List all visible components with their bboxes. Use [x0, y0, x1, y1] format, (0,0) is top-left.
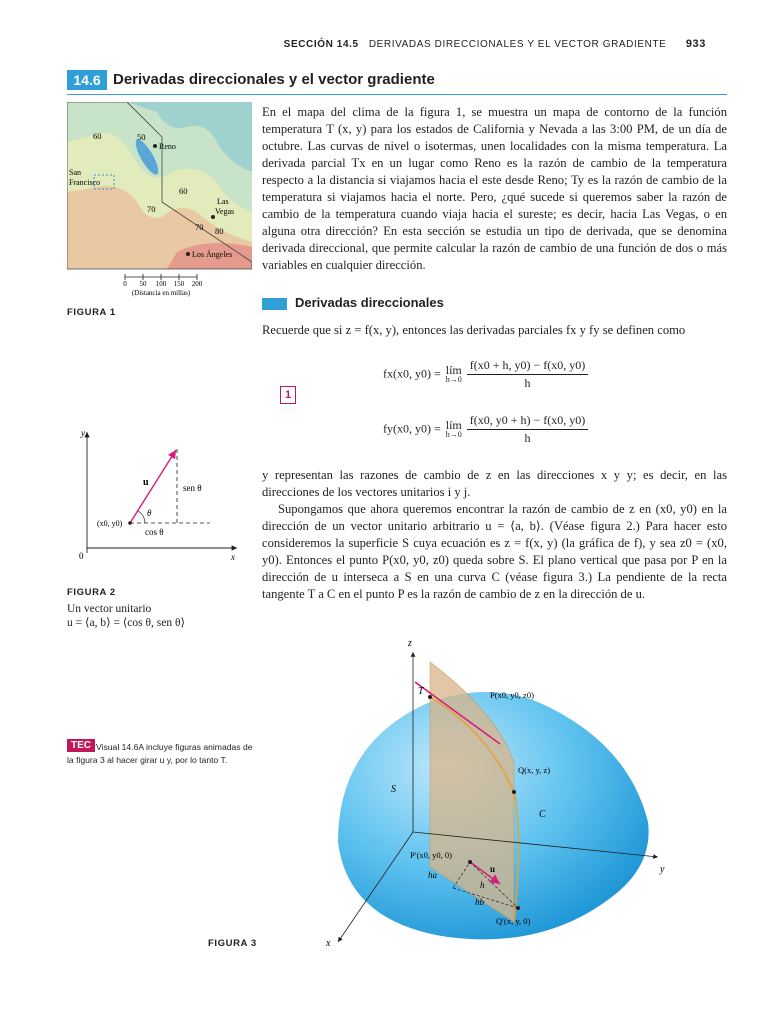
- figure3-label: FIGURA 3: [208, 938, 257, 949]
- angle-label: θ: [147, 508, 152, 518]
- tec-note: Visual 14.6A incluye figuras animadas de la figura 3 al hacer girar u y, por lo tanto T.: [67, 742, 253, 765]
- place-los-angeles: Los Ángeles: [192, 250, 233, 259]
- point-label: (x0, y0): [97, 519, 123, 528]
- ha-label: ha: [428, 870, 437, 880]
- contour-label: 60: [179, 186, 188, 196]
- los-angeles-dot: [186, 252, 190, 256]
- scale-tick: 0: [123, 280, 127, 288]
- recall-paragraph: Recuerde que si z = f(x, y), entonces las derivadas parciales fx y fy se definen como: [262, 323, 686, 337]
- svg-text:San: San: [69, 168, 81, 177]
- contour-label: 80: [215, 226, 224, 236]
- place-reno: Reno: [159, 142, 176, 151]
- point-P-prime-label: P′(x0, y0, 0): [410, 850, 452, 860]
- section-title: Derivadas direccionales y el vector gradiente: [113, 71, 435, 88]
- scale-tick: 50: [139, 280, 147, 288]
- figure2-caption: Un vector unitario u = ⟨a, b⟩ = ⟨cos θ, sen θ⟩: [67, 603, 185, 629]
- fy-fraction: $\frac{f(x0, y0 + h) - f(x0, y0)}{h}$: [467, 413, 589, 446]
- cos-label: cos θ: [145, 527, 164, 537]
- surface-label: S: [391, 784, 396, 795]
- point-Q-prime: [516, 906, 520, 910]
- h-label: h: [480, 880, 485, 890]
- tangent-label: T: [418, 686, 424, 697]
- scale-caption: (Distancia en millas): [131, 289, 191, 297]
- equation-fy: [383, 413, 588, 446]
- vector-label: u: [143, 477, 149, 488]
- base-point: [128, 521, 132, 525]
- z-axis-label: z: [408, 638, 412, 649]
- lim-operator: lím h→0: [445, 417, 462, 439]
- figure2-diagram: [67, 428, 247, 568]
- contour-label: 60: [93, 131, 102, 141]
- tec-badge: TEC: [67, 739, 95, 752]
- svg-text:Francisco: Francisco: [69, 178, 101, 187]
- figure1-label: FIGURA 1: [67, 307, 116, 318]
- subsection-marker: [262, 298, 287, 310]
- scale-tick: 150: [173, 280, 185, 288]
- y-axis-label: y: [81, 428, 85, 438]
- sin-label: sen θ: [183, 483, 202, 493]
- figure3-diagram: [318, 632, 698, 952]
- subsection-title: Derivadas direccionales: [295, 295, 444, 310]
- contour-label: 70: [195, 222, 204, 232]
- y-axis-label: y: [660, 864, 665, 875]
- lim-operator: lím h→0: [445, 362, 462, 384]
- vector-u-label: u: [490, 864, 496, 874]
- x-axis-label: x: [231, 552, 235, 562]
- point-Q-prime-label: Q′(x, y, 0): [496, 916, 531, 926]
- origin-label: 0: [79, 551, 84, 561]
- angle-arc: [138, 511, 145, 523]
- reno-dot: [153, 144, 157, 148]
- point-P-prime: [468, 860, 472, 864]
- page-number: 933: [685, 38, 706, 50]
- scale-tick: 200: [191, 280, 203, 288]
- intro-paragraph: En el mapa del clima de la figura 1, se muestra un mapa de contorno de la función temperatura T (x, y) para los estados de California y Nevada a las 3:00 PM, de un día de octubre. Las curvas de nivel o isotermas, unen localidades con la misma temperatura. La derivada parcial Tx en un lugar como Reno es la razón de cambio de la temperatura respecto a la distancia si viajamos hacia el este desde Reno; Ty es la razón de cambio de la temperatura si viajamos hacia el norte. Pero, ¿qué sucede si queremos saber la razón de cambio de la temperatura cuando viaja hacia el sureste; es decir, hacia Las Vegas, o en alguna otra dirección? En esta sección se estudia un tipo de derivada, que se denomina derivada direccional, que permite calcular la razón de cambio de una función de dos o más variables en cualquier dirección.: [262, 105, 727, 272]
- svg-text:Vegas: Vegas: [215, 207, 235, 216]
- svg-text:Las: Las: [217, 197, 229, 206]
- equation-fx: [383, 358, 588, 391]
- equation-number: 1: [280, 386, 296, 404]
- fx-lhs: fx(x0, y0) =: [383, 366, 441, 381]
- contour-label: 50: [137, 132, 146, 142]
- figure1-map: [67, 102, 252, 302]
- fy-lhs: fy(x0, y0) =: [383, 421, 441, 436]
- body-paragraphs: [262, 467, 727, 603]
- scale-tick: 100: [155, 280, 167, 288]
- hb-label: hb: [475, 897, 484, 907]
- point-P: [428, 695, 432, 699]
- curve-label: C: [539, 809, 546, 820]
- point-Q-label: Q(x, y, z): [518, 765, 551, 775]
- suppose-paragraph: Supongamos que ahora queremos encontrar la razón de cambio de z en (x0, y0) en la dirección de un vector unitario arbitrario u = ⟨a, b⟩. (Véase figura 2.) Para hacer esto consideremos la superficie S cuya ecuación es z = f(x, y) (la gráfica de f), y sea z0 = (x0, y0). Entonces el punto P(x0, y0, z0) queda sobre S. El plano vertical que pasa por P en la dirección de u interseca a S en una curva C (véase figura 3.) La pendiente de la recta tangente T a C en el punto P es la razón de cambio de z en la dirección de u.: [262, 502, 727, 601]
- figure2-label: FIGURA 2: [67, 587, 116, 598]
- x-axis-label: x: [326, 938, 331, 949]
- point-P-label: P(x0, y0, z0): [490, 690, 534, 700]
- fx-fraction: $\frac{f(x0 + h, y0) - f(x0, y0)}{h}$: [467, 358, 589, 391]
- running-head: [284, 38, 706, 50]
- section-number: 14.6: [67, 70, 107, 90]
- section-label: SECCIÓN 14.5: [283, 39, 359, 50]
- point-Q: [512, 790, 516, 794]
- running-title: DERIVADAS DIRECCIONALES Y EL VECTOR GRADIENTE: [368, 39, 667, 50]
- unit-vector-u: [130, 450, 176, 523]
- contour-label: 70: [147, 204, 156, 214]
- directions-paragraph: y representan las razones de cambio de z en las direcciones x y y; es decir, en las direcciones de los vectores unitarios i y j.: [262, 468, 727, 499]
